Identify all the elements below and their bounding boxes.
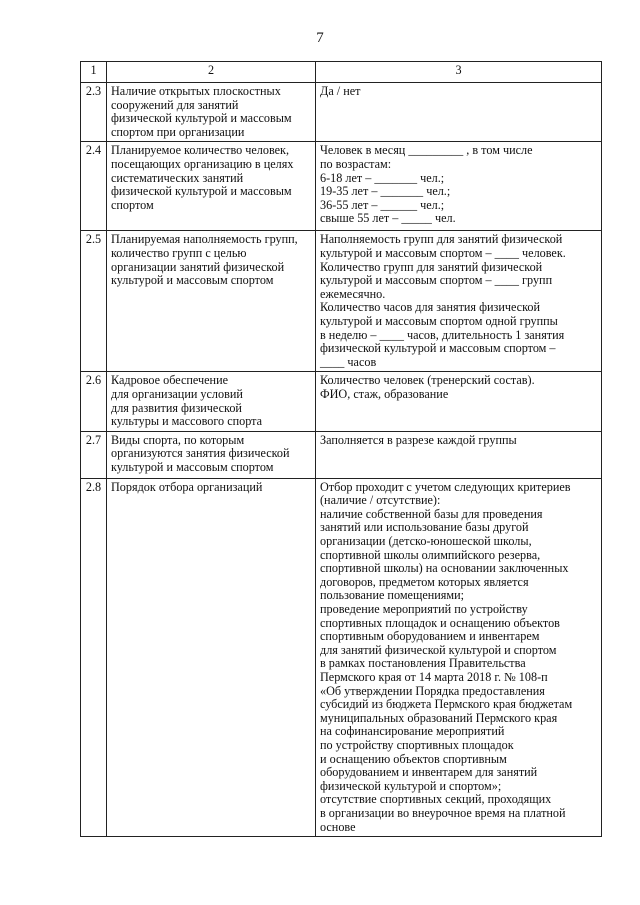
row-value-line: культурой и массовым спортом – ____ человек.	[320, 245, 566, 260]
row-value-line: Да / нет	[320, 84, 361, 98]
row-name-line: организации занятий физической	[111, 259, 285, 274]
row-value-line: спортивной школы) на основании заключенных	[320, 561, 569, 576]
row-value-line: 6-18 лет – _______ чел.;	[320, 170, 445, 185]
row-value-line: культурой и массовым спортом одной группы	[320, 313, 558, 328]
criteria-table	[80, 61, 602, 837]
row-name-cell	[107, 83, 316, 142]
row-name-line: Виды спорта, по которым	[111, 432, 245, 447]
row-value-cell	[316, 142, 602, 231]
row-number: 2.6	[81, 372, 107, 431]
row-value-line: ФИО, стаж, образование	[320, 386, 449, 401]
row-name-cell	[107, 478, 316, 836]
row-value-line: оборудованием и инвентарем для занятий	[320, 765, 538, 780]
row-value-cell	[316, 372, 602, 431]
row-value-line: и оснащению объектов спортивным	[320, 751, 507, 766]
row-name-line: культурой и массовым спортом	[111, 273, 274, 288]
row-number: 2.3	[81, 83, 107, 142]
row-number: 2.8	[81, 478, 107, 836]
table-row	[81, 478, 602, 836]
row-value-line: занятий или использование базы другой	[320, 520, 529, 535]
table-row	[81, 372, 602, 431]
table-row	[81, 83, 602, 142]
row-value-line: свыше 55 лет – _____ чел.	[320, 211, 456, 226]
row-value-line: муниципальных образований Пермского края	[320, 710, 558, 725]
row-value-line: для занятий физической культурой и спортом	[320, 642, 557, 657]
row-value-line: физической культурой и массовым спортом –	[320, 341, 556, 356]
row-value-line: спортивным оборудованием и инвентарем	[320, 629, 540, 644]
row-value-cell	[316, 231, 602, 372]
row-value-line: в рамках постановления Правительства	[320, 656, 526, 671]
row-name-line: сооружений для занятий	[111, 97, 239, 112]
row-value-line: ежемесячно.	[320, 286, 386, 301]
table-header-row	[81, 62, 602, 83]
column-header-1: 1	[81, 62, 107, 83]
row-value-line: в неделю – ____ часов, длительность 1 занятия	[320, 327, 565, 342]
row-number: 2.5	[81, 231, 107, 372]
row-name-line: для развития физической	[111, 400, 242, 415]
row-value-line: культурой и массовым спортом – ____ групп	[320, 273, 553, 288]
table-row	[81, 142, 602, 231]
row-value-line: Человек в месяц _________ , в том числе	[320, 143, 533, 158]
table-row	[81, 231, 602, 372]
row-value-line: на софинансирование мероприятий	[320, 724, 505, 739]
column-header-3: 3	[316, 62, 602, 83]
row-name-line: Кадровое обеспечение	[111, 373, 229, 388]
row-value-line: Пермского края от 14 марта 2018 г. № 108-п	[320, 670, 548, 684]
row-value-line: Количество часов для занятия физической	[320, 300, 541, 315]
row-name-cell	[107, 231, 316, 372]
row-value-line: основе	[320, 819, 356, 834]
row-value-line: по устройству спортивных площадок	[320, 737, 514, 752]
row-value-line: Количество групп для занятий физической	[320, 259, 543, 274]
column-header-2: 2	[107, 62, 316, 83]
row-value-line: проведение мероприятий по устройству	[320, 602, 528, 617]
row-number: 2.7	[81, 431, 107, 478]
row-value-line: спортивных площадок и оснащению объектов	[320, 615, 560, 630]
row-value-line: Заполняется в разрезе каждой группы	[320, 432, 517, 447]
row-value-line: 36-55 лет – ______ чел.;	[320, 197, 445, 212]
row-value-line: по возрастам:	[320, 156, 392, 171]
row-name-line: спортом	[111, 197, 154, 212]
row-name-line: Планируемое количество человек,	[111, 143, 290, 158]
row-value-line: субсидий из бюджета Пермского края бюджетам	[320, 697, 573, 712]
row-name-line: Наличие открытых плоскостных	[111, 84, 281, 98]
row-value-line: пользование помещениями;	[320, 588, 465, 603]
row-value-line: ____ часов	[320, 354, 377, 369]
row-value-line: (наличие / отсутствие):	[320, 493, 441, 508]
row-name-cell	[107, 431, 316, 478]
row-value-line: в организации во внеурочное время на платной	[320, 805, 566, 820]
row-name-line: физической культурой и массовым	[111, 184, 292, 199]
row-name-line: Порядок отбора организаций	[111, 479, 263, 494]
row-name-line: систематических занятий	[111, 170, 244, 185]
row-name-cell	[107, 142, 316, 231]
table-body	[81, 83, 602, 837]
row-name-line: спортом при организации	[111, 124, 245, 139]
row-value-line: спортивной школы олимпийского резерва,	[320, 547, 541, 562]
row-name-line: Планируемая наполняемость групп,	[111, 232, 298, 247]
row-value-line: Количество человек (тренерский состав).	[320, 373, 535, 388]
row-name-line: культурой и массовым спортом	[111, 459, 274, 474]
row-value-line: Наполняемость групп для занятий физической	[320, 232, 563, 247]
row-number: 2.4	[81, 142, 107, 231]
row-name-line: культуры и массового спорта	[111, 414, 263, 429]
row-name-line: для организации условий	[111, 386, 243, 401]
row-value-line: отсутствие спортивных секций, проходящих	[320, 792, 552, 807]
row-value-line: наличие собственной базы для проведения	[320, 506, 543, 521]
row-name-line: организуются занятия физической	[111, 446, 290, 461]
row-value-line: физической культурой и спортом»;	[320, 778, 502, 793]
row-name-line: количество групп с целью	[111, 245, 247, 260]
row-name-line: посещающих организацию в целях	[111, 156, 294, 171]
row-value-line: 19-35 лет – _______ чел.;	[320, 184, 451, 199]
table-row	[81, 431, 602, 478]
row-value-line: «Об утверждении Порядка предоставления	[320, 683, 545, 698]
row-value-cell	[316, 83, 602, 142]
row-value-line: Отбор проходит с учетом следующих критериев	[320, 479, 571, 494]
page-number: 7	[316, 30, 324, 46]
row-name-cell	[107, 372, 316, 431]
row-name-line: физической культурой и массовым	[111, 111, 292, 126]
row-value-cell	[316, 478, 602, 836]
row-value-line: организации (детско-юношеской школы,	[320, 534, 532, 549]
row-value-line: договоров, предметом которых является	[320, 574, 529, 589]
row-value-cell	[316, 431, 602, 478]
